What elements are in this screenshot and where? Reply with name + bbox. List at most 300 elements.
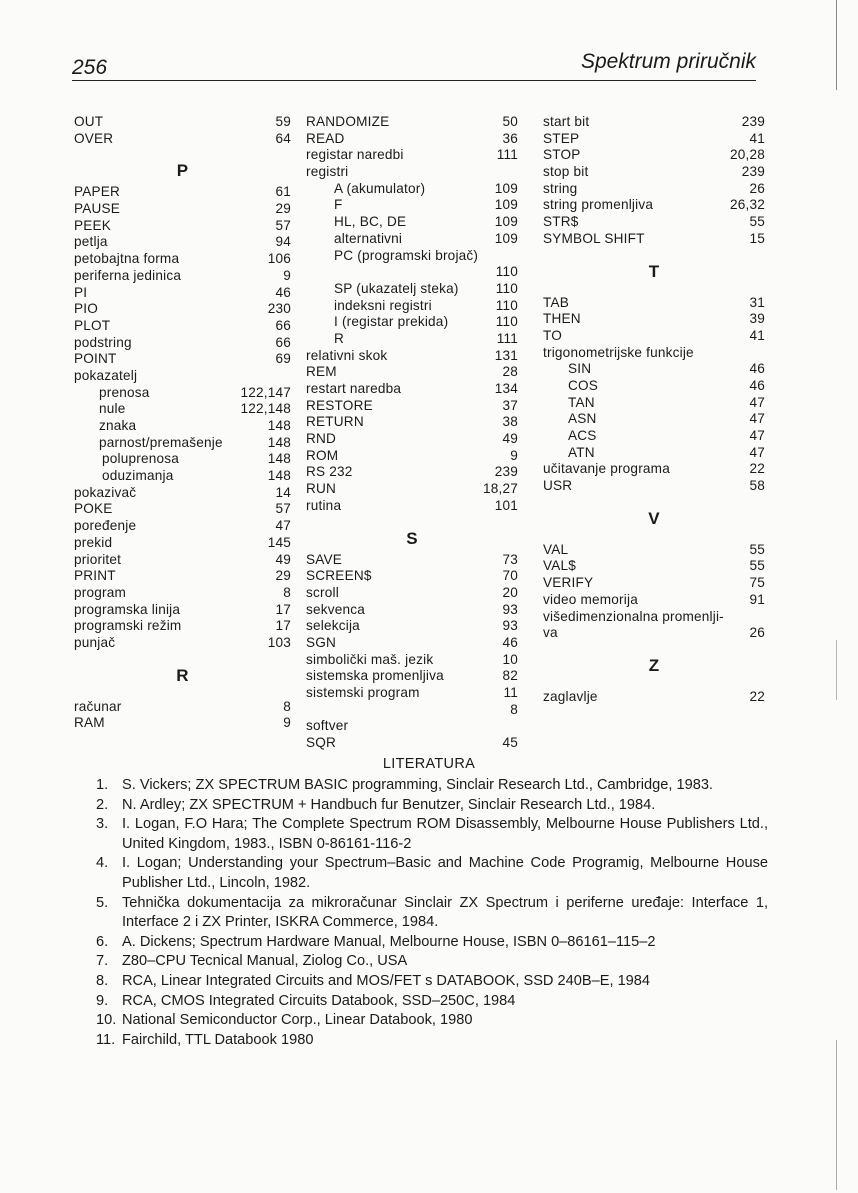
index-pages: 70 [502,568,518,584]
index-term: RUN [306,481,337,497]
index-entry [306,585,518,602]
index-pages: 47 [275,518,291,534]
index-term: registar naredbi [306,147,404,163]
index-entry [543,478,765,495]
index-letter-heading [74,157,291,184]
index-entry [74,285,291,302]
index-pages: 122,147 [240,384,291,400]
index-term: I (registar prekida) [334,314,449,330]
index-term: pokazatelj [74,367,138,383]
index-pages: 10 [502,651,518,667]
index-entry [74,301,291,318]
index-entry [74,131,291,148]
index-entry [74,184,291,201]
index-pages: 9 [283,715,291,731]
index-entry [74,451,291,468]
index-entry [306,147,518,164]
spacer [543,642,765,652]
index-entry [306,448,518,465]
index-pages: 66 [275,317,291,333]
index-pages: 46 [749,377,765,393]
index-term: nule [99,401,126,417]
index-pages: 11 [503,685,518,700]
index-entry [306,248,518,265]
spacer [74,652,291,662]
reference-item [96,1011,768,1031]
index-term: STOP [543,147,581,163]
index-entry [306,414,518,431]
spacer [543,285,765,295]
reference-number: 8. [96,972,109,989]
index-entry [306,364,518,381]
index-pages: 46 [275,284,291,300]
index-term: poluprenosa [102,451,180,467]
literatura-heading: LITERATURA [382,756,476,772]
index-term: pokazivač [74,484,137,500]
reference-number: 6. [96,933,109,950]
index-pages: 26 [749,625,765,641]
index-entry [306,231,518,248]
index-entry [306,314,518,331]
index-pages: 106 [267,251,291,267]
index-term: SQR [306,735,337,751]
index-term: TAB [543,294,570,310]
index-term: relativni skok [306,347,388,363]
index-entry [74,501,291,518]
index-entry [74,485,291,502]
index-pages: 22 [749,688,765,704]
index-term: OVER [74,130,114,146]
index-term: rutina [306,497,342,513]
index-term: PRINT [74,568,116,584]
index-entry [306,281,518,298]
index-term: HL, BC, DE [334,214,407,230]
reference-text: N. Ardley; ZX SPECTRUM + Handbuch fur Benutzer, Sinclair Research Ltd., 1984. [122,796,656,813]
index-term: string [543,180,578,196]
index-term: učitavanje programa [543,461,670,477]
index-entry [74,552,291,569]
index-term: R [334,330,345,346]
reference-text: Fairchild, TTL Databook 1980 [122,1031,314,1048]
index-entry [74,218,291,235]
index-pages: 20 [502,584,518,600]
index-pages: 69 [275,351,291,367]
index-entry [74,568,291,585]
index-letter: R [176,665,189,685]
index-entry [74,715,291,732]
index-entry [306,114,518,131]
index-term: VAL$ [543,558,577,574]
spacer [543,248,765,258]
index-term: PI [74,284,88,300]
index-entry [306,602,518,619]
index-pages: 49 [502,431,518,447]
index-term: petobajtna forma [74,251,180,267]
index-term: PAUSE [74,201,121,217]
index-pages: 50 [502,114,518,129]
index-entry [543,311,765,328]
index-term: selekcija [306,618,360,634]
index-term: stop bit [543,164,589,180]
index-pages: 41 [749,327,765,343]
index-pages: 101 [494,497,518,513]
index-pages: 39 [749,311,765,327]
index-entry [543,361,765,378]
reference-number: 2. [96,796,109,813]
index-pages: 131 [494,347,518,363]
index-entry [74,318,291,335]
index-term: PAPER [74,184,121,200]
index-entry [74,699,291,716]
index-term: TO [543,327,563,343]
index-term: RANDOMIZE [306,114,390,129]
reference-item [96,952,768,972]
index-term: ATN [568,444,595,460]
index-term: F [334,197,343,213]
index-term: ROM [306,447,339,463]
index-entry [543,689,765,706]
index-pages: 9 [510,447,518,463]
index-pages: 8 [510,701,518,717]
index-term: REM [306,364,337,380]
index-term: simbolički maš. jezik [306,651,434,667]
index-pages: 148 [267,468,291,484]
index-entry [306,718,518,735]
index-pages: 22 [749,461,765,477]
index-entry [74,518,291,535]
index-pages: 46 [749,361,765,377]
index-pages: 109 [494,180,518,196]
index-term: periferna jedinica [74,267,182,283]
index-entry [74,201,291,218]
index-column-3 [543,114,765,706]
index-term: SIN [568,361,592,377]
index-entry [306,552,518,569]
index-term: poređenje [74,518,137,534]
reference-number: 4. [96,855,109,872]
index-entry [543,428,765,445]
reference-text: Z80–CPU Tecnical Manual, Ziolog Co., USA [122,953,408,970]
index-term: prekid [74,534,113,550]
index-entry [74,618,291,635]
index-entry [543,147,765,164]
index-pages: 93 [502,618,518,634]
index-term: program [74,584,127,600]
index-term: punjač [74,634,116,650]
index-entry [306,331,518,348]
reference-number: 10. [96,1012,117,1029]
index-pages: 111 [496,147,518,163]
index-entry [74,635,291,652]
index-term: znaka [99,418,137,433]
index-entry [543,197,765,214]
index-term: sekvenca [306,601,366,617]
index-entry [543,592,765,609]
index-letter: T [648,261,660,281]
spacer [74,147,291,157]
index-entry [74,435,291,452]
index-term: registri [306,164,349,180]
index-entry [543,461,765,478]
index-pages: 55 [749,558,765,574]
index-entry [306,498,518,515]
index-entry [543,625,765,642]
index-pages: 239 [741,164,765,180]
index-pages: 46 [502,634,518,650]
index-pages: 109 [494,230,518,246]
index-entry [306,381,518,398]
index-term: RND [306,431,337,447]
index-entry [306,652,518,669]
index-pages: 49 [275,551,291,567]
index-pages: 18,27 [482,481,518,497]
index-pages: 122,148 [240,401,291,417]
index-pages: 47 [749,411,765,427]
reference-text: A. Dickens; Spectrum Hardware Manual, Melbourne House, ISBN 0–86161–115–2 [122,933,656,950]
index-letter: Z [648,655,660,675]
index-entry [74,114,291,131]
index-pages: 9 [283,267,291,283]
index-pages: 29 [275,201,291,217]
spacer [543,495,765,505]
index-letter-heading [543,258,765,285]
index-letter-heading [543,652,765,679]
index-entry [74,401,291,418]
reference-number: 1. [96,777,109,793]
index-entry [543,214,765,231]
index-pages: 75 [749,575,765,591]
index-pages: 26,32 [729,197,765,213]
page-header [72,50,756,81]
index-term: RESTORE [306,397,373,413]
index-pages: 55 [749,214,765,230]
reference-item [96,796,768,816]
reference-text: I. Logan, F.O Hara; The Complete Spectrum ROM Disassembly, Melbourne House Publishers Ltd., United Kingdom, 1983., ISBN 0-86161-116-2 [122,816,768,852]
index-entry [74,335,291,352]
index-pages: 31 [749,294,765,310]
index-term: start bit [543,114,590,129]
index-entry [543,164,765,181]
index-pages: 15 [749,230,765,246]
index-term: sistemski program [306,685,420,700]
reference-text: I. Logan; Understanding your Spectrum–Basic and Machine Code Programig, Melbourne House Publisher Ltd., Lincoln, 1982. [122,855,768,891]
index-entry [543,114,765,131]
index-pages: 239 [494,464,518,480]
index-pages: 230 [267,301,291,317]
index-term: PC (programski brojač) [334,247,479,263]
index-term: POKE [74,501,113,517]
index-pages: 110 [495,314,518,330]
index-term: sistemska promenljiva [306,668,444,684]
index-term: COS [568,377,599,393]
index-term: VERIFY [543,575,594,591]
reference-text: RCA, CMOS Integrated Circuits Databook, SSD–250C, 1984 [122,992,516,1009]
index-term: SCREEN$ [306,568,372,584]
index-term: indeksni registri [334,297,432,313]
reference-item [96,933,768,953]
index-entry [543,378,765,395]
index-pages: 8 [283,584,291,600]
index-entry [306,735,518,752]
index-entry [74,351,291,368]
index-entry [543,328,765,345]
index-pages: 145 [267,534,291,550]
index-pages: 20,28 [729,147,765,163]
index-entry [74,535,291,552]
index-letter-heading [306,525,518,552]
index-term: programski režim [74,618,182,634]
index-term: SAVE [306,551,343,567]
index-entry [543,295,765,312]
index-entry [74,251,291,268]
index-entry [306,131,518,148]
index-entry [306,685,518,702]
index-term: PEEK [74,217,112,233]
index-pages: 41 [749,130,765,146]
index-column-2 [306,114,518,752]
reference-number: 3. [96,816,109,833]
index-term: računar [74,698,122,714]
index-entry [543,558,765,575]
index-entry [74,268,291,285]
index-term: VAL [543,541,569,557]
index-term: prenosa [99,384,150,400]
index-term: RAM [74,715,105,731]
index-term: podstring [74,334,132,350]
index-pages: 103 [267,634,291,650]
index-term: PIO [74,301,99,317]
index-term: TAN [568,394,595,410]
reference-text: S. Vickers; ZX SPECTRUM BASIC programming, Sinclair Research Ltd., Cambridge, 1983. [122,777,713,793]
index-entry [306,431,518,448]
index-term: ACS [568,428,597,443]
index-entry [306,618,518,635]
spacer [306,515,518,525]
index-term: parnost/premašenje [99,434,223,450]
index-entry [306,702,518,719]
index-pages: 110 [495,264,518,280]
index-term: programska linija [74,601,181,617]
index-pages: 110 [495,280,518,296]
spacer [543,679,765,689]
reference-item [96,854,768,893]
index-pages: 26 [749,180,765,196]
index-entry [306,635,518,652]
reference-item [96,894,768,933]
index-pages: 17 [275,601,291,617]
index-term: trigonometrijske funkcije [543,344,694,360]
index-entry [543,609,765,626]
index-pages: 47 [749,394,765,410]
index-entry [74,385,291,402]
reference-number: 9. [96,992,109,1009]
index-entry [306,348,518,365]
spacer [543,532,765,542]
index-entry [74,418,291,435]
index-pages: 66 [275,334,291,350]
index-entry [543,345,765,362]
index-pages: 109 [494,197,518,213]
index-letter: P [176,161,189,181]
reference-text: National Semiconductor Corp., Linear Databook, 1980 [122,1012,473,1029]
index-letter: V [648,508,660,528]
index-entry [543,181,765,198]
reference-text: RCA, Linear Integrated Circuits and MOS/FET s DATABOOK, SSD 240B–E, 1984 [122,972,651,989]
index-pages: 148 [267,418,291,433]
index-term: THEN [543,311,581,327]
index-pages: 73 [502,551,518,567]
index-term: USR [543,478,573,494]
index-pages: 57 [275,501,291,517]
index-pages: 47 [749,428,765,443]
index-entry [543,575,765,592]
index-pages: 47 [749,444,765,460]
index-term: restart naredba [306,381,402,396]
index-letter: S [406,528,418,548]
index-term: prioritet [74,551,122,567]
index-term: OUT [74,114,104,129]
index-entry [306,464,518,481]
index-term: READ [306,130,345,146]
index-entry [74,368,291,385]
reference-item [96,776,768,796]
index-entry [306,298,518,315]
index-entry [306,164,518,181]
index-entry [74,468,291,485]
index-pages: 14 [275,484,291,500]
index-term: POINT [74,351,117,367]
index-pages: 82 [502,668,518,684]
index-column-1 [74,114,291,732]
reference-number: 5. [96,894,109,911]
index-pages: 111 [496,330,518,346]
index-entry [543,131,765,148]
index-entry [306,668,518,685]
index-term: SYMBOL SHIFT [543,230,645,246]
book-title: Spektrum priručnik [580,50,756,73]
index-term: alternativni [334,230,403,246]
index-pages: 64 [275,130,291,146]
index-pages: 109 [494,214,518,230]
index-term: višedimenzionalna promenlji- [543,608,724,624]
index-term: SGN [306,634,337,650]
index-entry [74,585,291,602]
index-pages: 37 [502,397,518,413]
index-term: video memorija [543,591,638,607]
index-term: SP (ukazatelj steka) [334,280,459,296]
index-term: STR$ [543,214,579,230]
index-entry [74,234,291,251]
index-letter-heading [543,505,765,532]
index-pages: 59 [275,114,291,129]
index-pages: 45 [502,735,518,751]
index-entry [543,395,765,412]
index-term: PLOT [74,317,111,333]
index-pages: 38 [502,414,518,430]
index-pages: 61 [275,184,291,200]
reference-item [96,815,768,854]
index-pages: 94 [275,234,291,250]
index-term: oduzimanja [102,468,174,484]
index-term: RS 232 [306,464,353,480]
index-pages: 148 [267,434,291,450]
index-term: petlja [74,234,108,250]
index-entry [306,481,518,498]
index-entry [306,568,518,585]
index-entry [543,445,765,462]
index-term: scroll [306,584,339,600]
index-term: softver [306,718,349,734]
